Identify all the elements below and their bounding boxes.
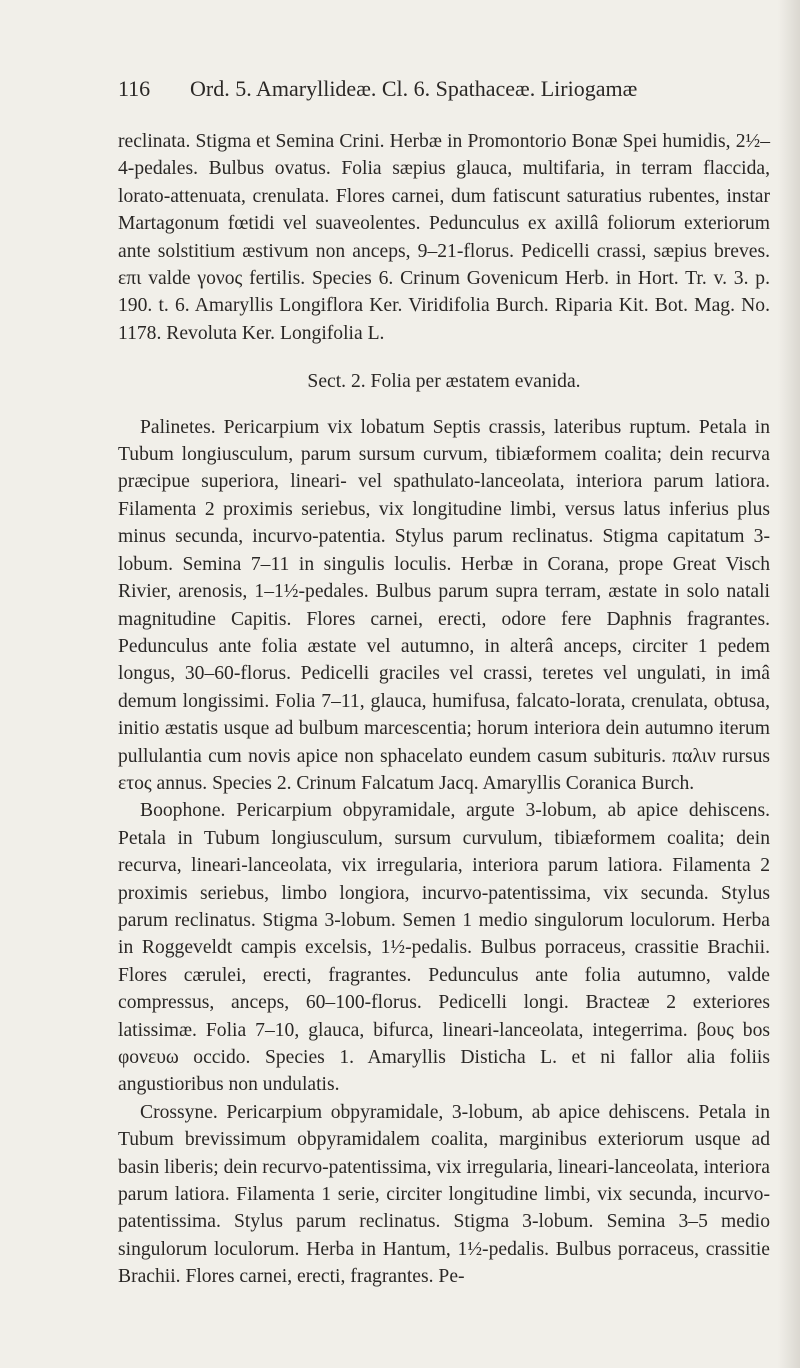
section-heading: Sect. 2. Folia per æstatem evanida. (307, 371, 581, 393)
page-edge-shadow (778, 0, 800, 1368)
page-body (118, 128, 770, 1291)
running-head: Ord. 5. Amaryllideæ. Cl. 6. Spathaceæ. Liriogamæ (190, 76, 638, 101)
paragraph-crossyne: Crossyne. Pericarpium obpyramidale, 3-lobum, ab apice dehiscens. Petala in Tubum brevissimum obpyramidalem coalita, marginibus exteriorum usque ad basin liberis; dein recurvo-patentissima, vix irregularia, lineari-lanceolata, interiora parum latiora. Filamenta 1 serie, circiter longitudine limbi, vix secunda, incurvo-patentissima. Stylus parum reclinatus. Stigma 3-lobum. Semina 3–5 medio singulorum loculorum. Herba in Hantum, 1½-pedalis. Bulbus porraceus, crassitie Brachii. Flores carnei, erecti, fragrantes. Pe- (118, 1101, 770, 1288)
page-number: 116 (118, 76, 151, 101)
paragraph-boophone: Boophone. Pericarpium obpyramidale, argute 3-lobum, ab apice dehiscens. Petala in Tubum longiusculum, sursum curvulum, tibiæformem coalita; dein recurva, lineari-lanceolata, vix irregularia, interiora parum latiora. Filamenta 2 proximis seriebus, limbo longiora, incurvo-patentissima, vix secunda. Stylus parum reclinatus. Stigma 3-lobum. Semen 1 medio singulorum loculorum. Herba in Roggeveldt campis excelsis, 1½-pedalis. Bulbus porraceus, crassitie Brachii. Flores cærulei, erecti, fragrantes. Pedunculus ante folia autumno, valde compressus, anceps, 60–100-florus. Pedicelli longi. Bracteæ 2 exteriores latissimæ. Folia 7–10, glauca, bifurca, lineari-lanceolata, integerrima. βους bos φονευω occido. Species 1. Amaryllis Disticha L. et ni fallor alia foliis angustioribus non undulatis. (118, 800, 770, 1096)
running-header (118, 76, 768, 106)
paragraph-continued: reclinata. Stigma et Semina Crini. Herbæ in Promontorio Bonæ Spei humidis, 2½–4-pedales. Bulbus ovatus. Folia sæpius glauca, multifaria, in terram flaccida, lorato-attenuata, crenulata. Flores carnei, dum fatiscunt saturatius rubentes, instar Martagonum fœtidi vel suaveolentes. Pedunculus ex axillâ foliorum exteriorum ante solstitium æstivum non anceps, 9–21-florus. Pedicelli crassi, sæpius breves. επι valde γονος fertilis. Species 6. Crinum Govenicum Herb. in Hort. Tr. v. 3. p. 190. t. 6. Amaryllis Longiflora Ker. Viridifolia Burch. Riparia Kit. Bot. Mag. No. 1178. Revoluta Ker. Longifolia L. (118, 131, 770, 344)
paragraph-palinetes: Palinetes. Pericarpium vix lobatum Septis crassis, lateribus ruptum. Petala in Tubum longiusculum, parum sursum curvum, tibiæformem coalita; dein recurva præcipue superiora, lineari- vel spathulato-lanceolata, interiora parum latiora. Filamenta 2 proximis seriebus, vix longitudine limbi, versus latus inferius plus minus secunda, incurvo-patentia. Stylus parum reclinatus. Stigma capitatum 3-lobum. Semina 7–11 in singulis loculis. Herbæ in Corana, prope Great Visch Rivier, arenosis, 1–1½-pedales. Bulbus parum supra terram, æstate in solo natali magnitudine Capitis. Flores carnei, erecti, odore fere Daphnis fragrantes. Pedunculus ante folia æstate vel autumno, in alterâ anceps, circiter 1 pedem longus, 30–60-florus. Pedicelli graciles vel crassi, teretes vel ungulati, in imâ demum longissimi. Folia 7–11, glauca, humifusa, falcato-lorata, crenulata, obtusa, initio æstatis usque ad bulbum marcescentia; horum interiora dein autumno iterum pullulantia cum novis apice non sphacelato eundem casum subituris. παλιν rursus ετος annus. Species 2. Crinum Falcatum Jacq. Amaryllis Coranica Burch. (118, 416, 770, 794)
